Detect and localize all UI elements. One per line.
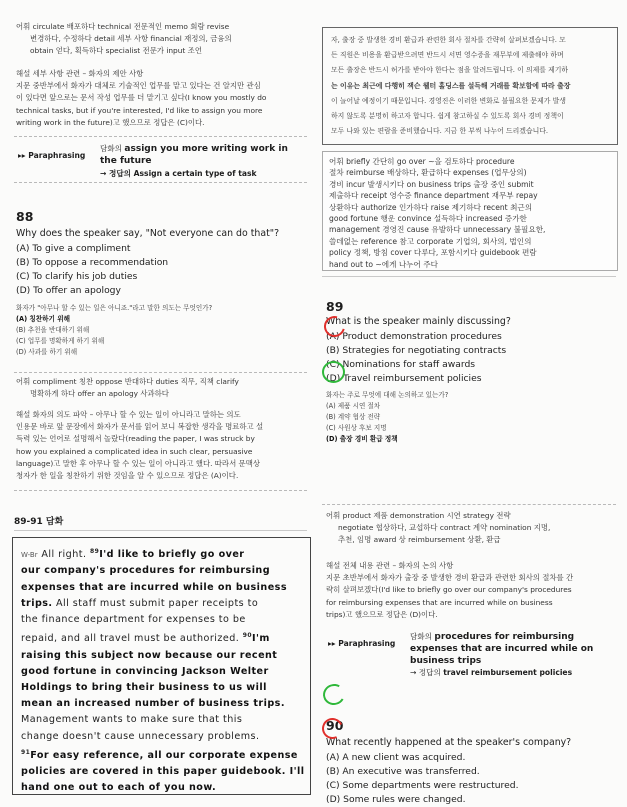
- korean-stem: 화자가 "아무나 할 수 있는 일은 아니죠."라고 말한 의도는 무엇인가?: [16, 304, 213, 312]
- green-circle-mark: [321, 682, 348, 708]
- paraphrasing-label: ▸▸ Paraphrasing: [18, 151, 86, 160]
- divider: [322, 504, 616, 505]
- vocab-top: 어휘 circulate 배포하다 technical 전문적인 memo 회람 revise 변경하다, 수정하다 detail 세부 사항 financial 재정의, 금융의 obtain 얻다, 획득하다 specialist 전문가 input 조언: [16, 22, 232, 56]
- question-89: [326, 299, 618, 445]
- divider: [14, 490, 307, 491]
- question-number: 90: [326, 718, 344, 733]
- paraphrasing-89: ▸▸ Paraphrasing 담화의 procedures for reimbursing expenses that are incurred while on business trips → 정답의 travel reimbursement policies: [328, 632, 594, 677]
- question-stem: What is the speaker mainly discussing?: [326, 316, 511, 327]
- korean-stem: 화자는 주로 무엇에 대해 논의하고 있는가?: [326, 391, 449, 399]
- question-88: [16, 209, 309, 358]
- translation-box: [322, 27, 618, 145]
- option-a: (A) Product demonstration procedures: [326, 331, 502, 342]
- section-title: 89-91 담화: [14, 517, 64, 527]
- korean-option-d: (D) 출장 경비 환급 정책: [326, 435, 398, 443]
- korean-option-b: (B) 계약 협상 전략: [326, 413, 381, 421]
- green-circle-mark: [322, 361, 345, 383]
- option-b: (B) An executive was transferred.: [326, 766, 480, 777]
- option-d: (D) Travel reimbursement policies: [326, 373, 482, 384]
- question-number: 88: [16, 209, 34, 224]
- divider: [14, 182, 307, 183]
- question-number: 89: [326, 299, 344, 314]
- question-stem: Why does the speaker say, "Not everyone can do that"?: [16, 228, 280, 239]
- option-c: (C) To clarify his job duties: [16, 271, 138, 282]
- paraphrasing-87: ▸▸ Paraphrasing 담화의 assign you more writing work in the future → 정답의 Assign a certain type of task: [18, 144, 288, 178]
- divider: [14, 530, 307, 531]
- option-d: (D) Some rules were changed.: [326, 794, 466, 805]
- option-b: (B) Strategies for negotiating contracts: [326, 345, 507, 356]
- option-c: (C) Nominations for staff awards: [326, 359, 476, 370]
- paraphrasing-label: ▸▸ Paraphrasing: [328, 639, 396, 648]
- vocab-88: 어휘 compliment 칭찬 oppose 반대하다 duties 직무, 직책 clarify 명확하게 하다 offer an apology 사과하다: [16, 377, 239, 399]
- divider: [14, 372, 307, 373]
- divider: [14, 136, 307, 137]
- transcript-text: W-Br All right. $^{89}$I'd like to briefly go over our company's procedures for reimbursing expenses that are incurred while on business trips. All staff must submit paper receipts to the finance department for expenses to be repaid, and all travel must be authorized. $^{90}$I'm raising this subject now because our recent good fortune in convincing Jackson Welter Holdings to bring their business to us will mean an increased number of business trips. Management wants to make sure that this change doesn't cause unnecessary problems. $^{91}$For easy reference, all our corporate expense policies are covered in this paper guidebook. I'll hand one out to each of you now.: [21, 548, 305, 794]
- divider: [322, 276, 616, 277]
- korean-option-c: (C) 업무를 명확하게 하기 위해: [16, 337, 105, 345]
- question-stem: What recently happened at the speaker's company?: [326, 737, 572, 748]
- transcript-box: [12, 537, 311, 795]
- korean-option-a: (A) 제품 시연 절차: [326, 402, 381, 410]
- option-b: (B) To oppose a recommendation: [16, 257, 169, 268]
- vocab-89: 어휘 product 제품 demonstration 시연 strategy 전략 negotiate 협상하다, 교섭하다 contract 계약 nomination 지명, 추천, 임명 award 상 reimbursement 상환, 환급: [326, 511, 551, 545]
- korean-option-d: (D) 사과를 하기 위해: [16, 348, 78, 356]
- option-d: (D) To offer an apology: [16, 285, 121, 296]
- korean-option-b: (B) 추천을 반대하기 위해: [16, 326, 90, 334]
- explanation-87: 해설 세부 사항 관련 – 화자의 제안 사항 지문 중반부에서 화자가 대체로 기술적인 업무를 맡고 있다는 건 알지만 관심 이 있다면 앞으로는 문서 작성 업무를 더 맡기고 싶다(I know you mostly do technical tasks, but if you're interested, I'd like to assign you more writing work in the future)고 했으므로 정답은 (C)이다.: [16, 69, 267, 127]
- option-a: (A) A new client was acquired.: [326, 752, 466, 763]
- option-a: (A) To give a compliment: [16, 243, 131, 254]
- option-c: (C) Some departments were restructured.: [326, 780, 519, 791]
- translation-text: 자, 출장 중 발생한 경비 환급과 관련한 회사 절차를 간략히 살펴보겠습니다. 모 든 직원은 비용을 환급받으려면 반드시 서면 영수증을 재무부에 제출해야 하며 모든 출장은 반드시 허가를 받아야 한다는 점을 알려드립니다. 이 의제를 제기하 는 이유는 최근에 다행히 잭슨 웰터 홀딩스를 설득해 거래를 확보함에 따라 출장 이 늘어날 예정이기 때문입니다. 경영진은 이러한 변화로 불필요한 문제가 발생 하지 않도록 분명히 하고자 합니다. 쉽게 참고하실 수 있도록 회사 경비 정책이 모두 나와 있는 편람을 준비했습니다. 지금 한 부씩 나누어 드리겠습니다.: [331, 36, 571, 136]
- explanation-89: 해설 전체 내용 관련 – 화자의 논의 사항 지문 초반부에서 화자가 출장 중 발생한 경비 환급과 관련한 회사의 절차를 간 략히 살펴보겠다(I'd like to briefly go over our company's procedures for reimbursing expenses that are incurred while on business trips)고 했으므로 정답은 (D)이다.: [326, 561, 574, 619]
- question-90: [326, 718, 618, 807]
- explanation-88: 해설 화자의 의도 파악 – 아무나 할 수 있는 일이 아니라고 말하는 의도 인용문 바로 앞 문장에서 화자가 문서를 읽어 보니 복잡한 생각을 명료하고 설 득력 있는 언어로 설명해서 놀랐다(reading the paper, I was struck by how you explained a complicated idea in such clear, persuasive language)고 말한 후 아무나 할 수 있는 일이 아니라고 했다. 따라서 문맥상 청자가 한 일을 칭찬하기 위한 것임을 알 수 있으므로 정답은 (A)이다.: [16, 410, 264, 481]
- korean-option-a: (A) 칭찬하기 위해: [16, 315, 70, 323]
- korean-option-c: (C) 사원상 후보 지명: [326, 424, 387, 432]
- vocab-box: 어휘 briefly 간단히 go over ~을 검토하다 procedure 절차 reimburse 배상하다, 환급하다 expenses (업무상의) 경비 incur 발생시키다 on business trips 출장 중인 submit 제출하다 receipt 영수증 finance department 재무부 repay 상환하다 authorize 인가하다 raise 제기하다 recent 최근의 good fortune 행운 convince 설득하다 increased 증가한 management 경영진 cause 유발하다 unnecessary 불필요한, 쓸데없는 reference 참고 corporate 기업의, 회사의, 법인의 policy 정책, 방침 cover 다루다, 포함시키다 guidebook 편람 hand out to ~에게 나누어 주다: [322, 151, 618, 271]
